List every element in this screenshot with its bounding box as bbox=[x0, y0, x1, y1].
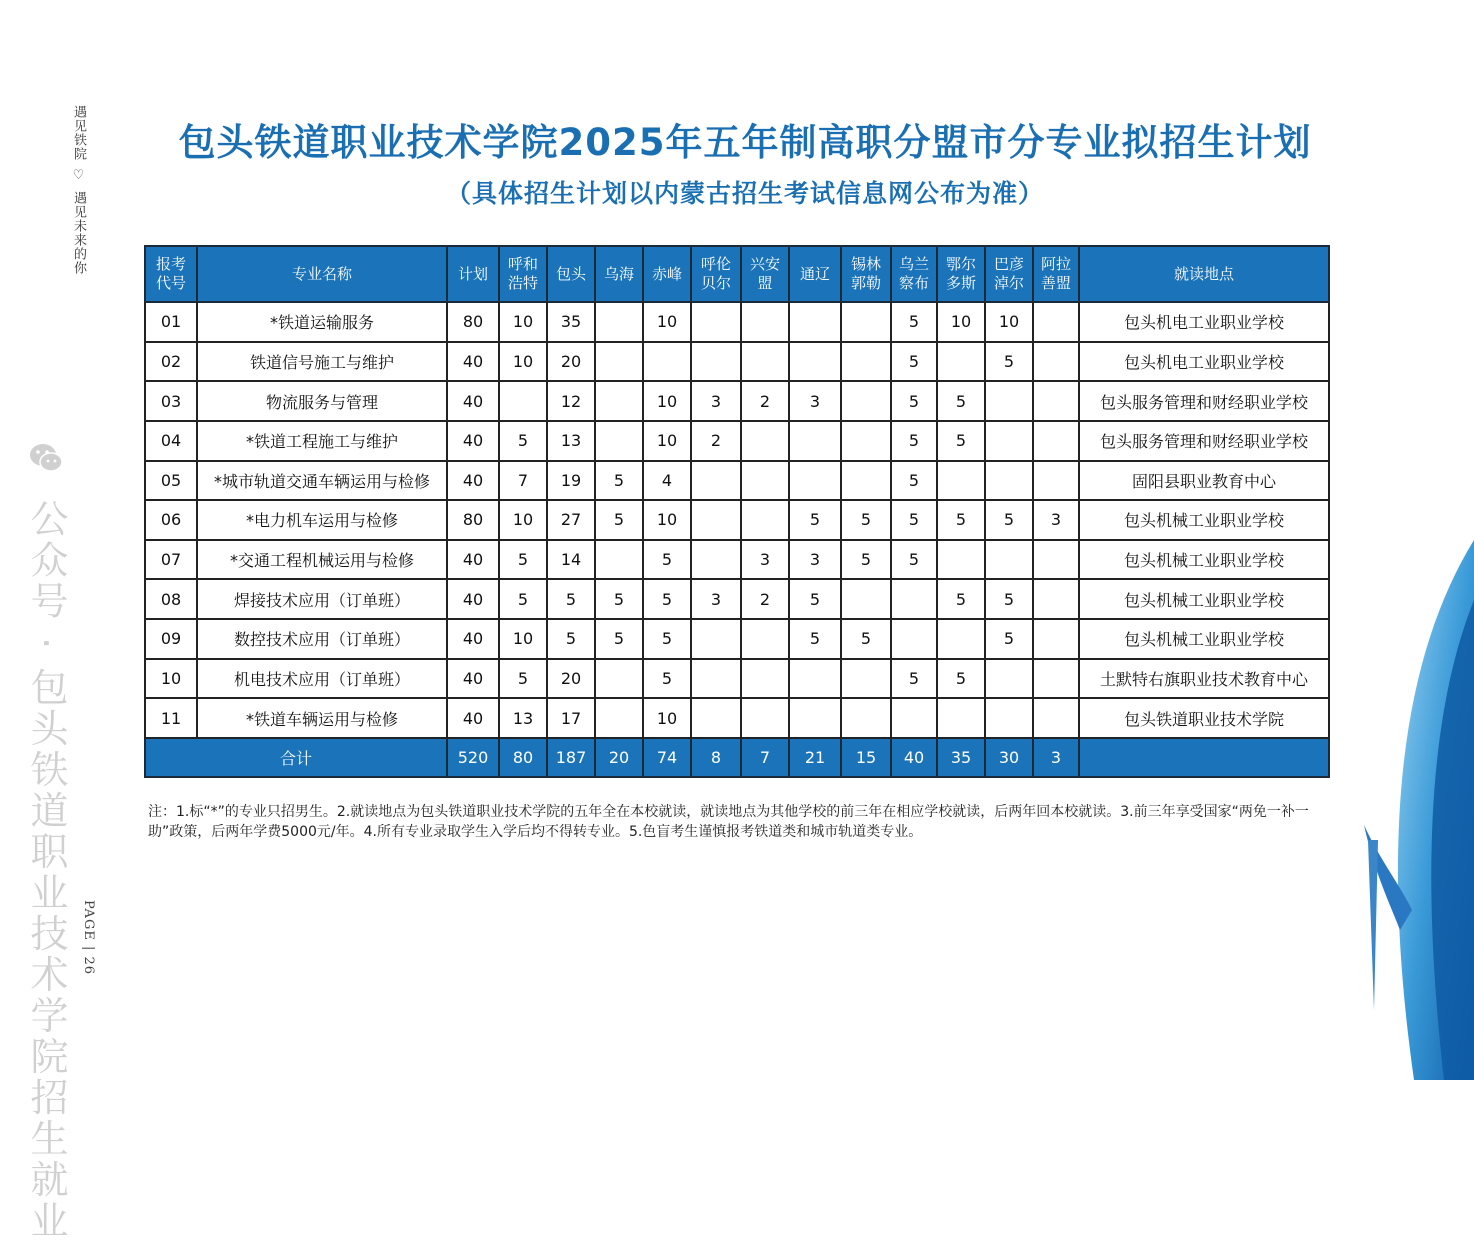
cell-plan: 80 bbox=[447, 302, 499, 342]
cell-xinganmeng bbox=[741, 342, 789, 382]
cell-eerduosi: 5 bbox=[937, 421, 985, 461]
cell-wulanchabu bbox=[891, 579, 937, 619]
cell-baotou: 27 bbox=[547, 500, 595, 540]
cell-chifeng: 5 bbox=[643, 659, 691, 699]
slogan-part-2: 遇见未来的你 bbox=[71, 191, 86, 276]
cell-plan: 40 bbox=[447, 579, 499, 619]
cell-plan: 40 bbox=[447, 421, 499, 461]
cell-baotou: 19 bbox=[547, 461, 595, 501]
cell-wuhai: 5 bbox=[595, 619, 643, 659]
side-slogan bbox=[58, 105, 88, 305]
cell-wuhai: 5 bbox=[595, 461, 643, 501]
cell-chifeng: 10 bbox=[643, 500, 691, 540]
cell-tongliao bbox=[789, 421, 841, 461]
cell-hulunbeier: 3 bbox=[691, 579, 741, 619]
cell-eerduosi: 5 bbox=[937, 659, 985, 699]
cell-alashan bbox=[1033, 659, 1079, 699]
cell-major: 数控技术应用（订单班） bbox=[197, 619, 447, 659]
cell-tongliao bbox=[789, 302, 841, 342]
total-cell: 3 bbox=[1033, 738, 1079, 777]
cell-major: *铁道车辆运用与检修 bbox=[197, 698, 447, 738]
cell-location: 土默特右旗职业技术教育中心 bbox=[1079, 659, 1329, 699]
total-cell: 520 bbox=[447, 738, 499, 777]
cell-wuhai bbox=[595, 381, 643, 421]
cell-huhehaote: 10 bbox=[499, 342, 547, 382]
cell-location: 包头机电工业职业学校 bbox=[1079, 302, 1329, 342]
header-bayannaoer: 巴彦 淖尔 bbox=[985, 246, 1033, 302]
cell-eerduosi bbox=[937, 342, 985, 382]
cell-xinganmeng bbox=[741, 302, 789, 342]
cell-code: 07 bbox=[145, 540, 197, 580]
footnote: 注：1.标“*”的专业只招男生。2.就读地点为包头铁道职业技术学院的五年全在本校就读，就读地点为其他学校的前三年在相应学校就读，后两年回本校就读。3.前三年享受国家“两免一补一助”政策，后两年学费5000元/年。4.所有专业录取学生入学后均不得转专业。5.色盲考生谨慎报考铁道类和城市轨道类专业。 bbox=[148, 804, 1309, 840]
cell-wuhai: 5 bbox=[595, 500, 643, 540]
cell-bayannaoer bbox=[985, 659, 1033, 699]
cell-tongliao bbox=[789, 342, 841, 382]
cell-xilinguole bbox=[841, 461, 891, 501]
cell-major: *交通工程机械运用与检修 bbox=[197, 540, 447, 580]
cell-baotou: 5 bbox=[547, 579, 595, 619]
cell-hulunbeier bbox=[691, 302, 741, 342]
table-row bbox=[145, 579, 1329, 619]
cell-huhehaote: 13 bbox=[499, 698, 547, 738]
cell-xilinguole bbox=[841, 659, 891, 699]
header-eerduosi: 鄂尔 多斯 bbox=[937, 246, 985, 302]
cell-alashan bbox=[1033, 302, 1079, 342]
cell-wuhai bbox=[595, 302, 643, 342]
cell-plan: 40 bbox=[447, 540, 499, 580]
cell-huhehaote: 10 bbox=[499, 619, 547, 659]
cell-code: 06 bbox=[145, 500, 197, 540]
header-major: 专业名称 bbox=[197, 246, 447, 302]
cell-baotou: 20 bbox=[547, 659, 595, 699]
cell-tongliao bbox=[789, 698, 841, 738]
cell-plan: 40 bbox=[447, 659, 499, 699]
cell-xinganmeng bbox=[741, 461, 789, 501]
cell-hulunbeier bbox=[691, 540, 741, 580]
cell-wulanchabu: 5 bbox=[891, 500, 937, 540]
cell-code: 02 bbox=[145, 342, 197, 382]
table-header-row bbox=[145, 246, 1329, 302]
cell-bayannaoer bbox=[985, 421, 1033, 461]
cell-tongliao bbox=[789, 659, 841, 699]
cell-chifeng: 10 bbox=[643, 302, 691, 342]
header-xinganmeng: 兴安 盟 bbox=[741, 246, 789, 302]
cell-chifeng: 10 bbox=[643, 421, 691, 461]
cell-xilinguole bbox=[841, 421, 891, 461]
cell-plan: 40 bbox=[447, 461, 499, 501]
cell-hulunbeier bbox=[691, 500, 741, 540]
total-cell: 80 bbox=[499, 738, 547, 777]
cell-major: *铁道运输服务 bbox=[197, 302, 447, 342]
cell-eerduosi bbox=[937, 540, 985, 580]
cell-huhehaote: 7 bbox=[499, 461, 547, 501]
header-huhehaote: 呼和 浩特 bbox=[499, 246, 547, 302]
cell-eerduosi: 5 bbox=[937, 381, 985, 421]
total-cell: 7 bbox=[741, 738, 789, 777]
cell-wulanchabu: 5 bbox=[891, 342, 937, 382]
cell-plan: 40 bbox=[447, 619, 499, 659]
cell-location: 包头服务管理和财经职业学校 bbox=[1079, 421, 1329, 461]
cell-hulunbeier bbox=[691, 698, 741, 738]
table-row bbox=[145, 302, 1329, 342]
header-wulanchabu: 乌兰 察布 bbox=[891, 246, 937, 302]
cell-wulanchabu: 5 bbox=[891, 421, 937, 461]
total-cell: 187 bbox=[547, 738, 595, 777]
table-row bbox=[145, 619, 1329, 659]
cell-baotou: 14 bbox=[547, 540, 595, 580]
cell-eerduosi bbox=[937, 619, 985, 659]
cell-bayannaoer bbox=[985, 381, 1033, 421]
cell-xinganmeng: 2 bbox=[741, 381, 789, 421]
cell-xilinguole: 5 bbox=[841, 500, 891, 540]
cell-hulunbeier bbox=[691, 461, 741, 501]
total-cell: 40 bbox=[891, 738, 937, 777]
heart-icon: ♡ bbox=[71, 168, 86, 185]
cell-bayannaoer: 5 bbox=[985, 500, 1033, 540]
header-chifeng: 赤峰 bbox=[643, 246, 691, 302]
total-cell: 15 bbox=[841, 738, 891, 777]
cell-xilinguole bbox=[841, 302, 891, 342]
cell-code: 08 bbox=[145, 579, 197, 619]
cell-major: *铁道工程施工与维护 bbox=[197, 421, 447, 461]
cell-bayannaoer: 5 bbox=[985, 579, 1033, 619]
slogan-part-1: 遇见铁院 bbox=[71, 105, 86, 161]
cell-eerduosi: 10 bbox=[937, 302, 985, 342]
cell-plan: 40 bbox=[447, 342, 499, 382]
cell-tongliao: 5 bbox=[789, 619, 841, 659]
cell-wuhai: 5 bbox=[595, 579, 643, 619]
cell-xinganmeng bbox=[741, 421, 789, 461]
total-cell: 35 bbox=[937, 738, 985, 777]
page-number: PAGE | 26 bbox=[81, 900, 96, 976]
table-row bbox=[145, 659, 1329, 699]
cell-wulanchabu bbox=[891, 698, 937, 738]
cell-huhehaote: 5 bbox=[499, 659, 547, 699]
table-row bbox=[145, 381, 1329, 421]
cell-wuhai bbox=[595, 540, 643, 580]
total-cell: 21 bbox=[789, 738, 841, 777]
total-cell: 30 bbox=[985, 738, 1033, 777]
total-cell: 20 bbox=[595, 738, 643, 777]
cell-location: 固阳县职业教育中心 bbox=[1079, 461, 1329, 501]
header-location: 就读地点 bbox=[1079, 246, 1329, 302]
watermark-text: 公众号 · 包头铁道职业技术学院招生就业 bbox=[24, 499, 68, 1241]
cell-bayannaoer bbox=[985, 698, 1033, 738]
cell-eerduosi: 5 bbox=[937, 579, 985, 619]
cell-code: 05 bbox=[145, 461, 197, 501]
cell-code: 04 bbox=[145, 421, 197, 461]
cell-xilinguole bbox=[841, 579, 891, 619]
cell-huhehaote: 5 bbox=[499, 540, 547, 580]
cell-wulanchabu: 5 bbox=[891, 302, 937, 342]
cell-chifeng: 10 bbox=[643, 698, 691, 738]
cell-tongliao: 3 bbox=[789, 381, 841, 421]
cell-hulunbeier: 3 bbox=[691, 381, 741, 421]
cell-wuhai bbox=[595, 698, 643, 738]
cell-baotou: 5 bbox=[547, 619, 595, 659]
cell-wulanchabu bbox=[891, 619, 937, 659]
cell-major: 焊接技术应用（订单班） bbox=[197, 579, 447, 619]
table-row bbox=[145, 500, 1329, 540]
cell-bayannaoer: 5 bbox=[985, 619, 1033, 659]
cell-tongliao: 5 bbox=[789, 579, 841, 619]
cell-xinganmeng bbox=[741, 698, 789, 738]
cell-xilinguole bbox=[841, 381, 891, 421]
cell-baotou: 35 bbox=[547, 302, 595, 342]
cell-tongliao bbox=[789, 461, 841, 501]
cell-wulanchabu: 5 bbox=[891, 461, 937, 501]
total-cell bbox=[1079, 738, 1329, 777]
header-hulunbeier: 呼伦 贝尔 bbox=[691, 246, 741, 302]
cell-wuhai bbox=[595, 342, 643, 382]
watermark bbox=[14, 440, 74, 1241]
cell-code: 03 bbox=[145, 381, 197, 421]
cell-chifeng: 5 bbox=[643, 579, 691, 619]
cell-xinganmeng bbox=[741, 500, 789, 540]
cell-major: *城市轨道交通车辆运用与检修 bbox=[197, 461, 447, 501]
page-subtitle: （具体招生计划以内蒙古招生考试信息网公布为准） bbox=[445, 179, 1044, 208]
cell-alashan bbox=[1033, 381, 1079, 421]
cell-xilinguole bbox=[841, 698, 891, 738]
table-row bbox=[145, 698, 1329, 738]
cell-hulunbeier bbox=[691, 619, 741, 659]
table-total-row bbox=[145, 738, 1329, 777]
cell-xinganmeng: 3 bbox=[741, 540, 789, 580]
cell-alashan bbox=[1033, 342, 1079, 382]
page-title: 包头铁道职业技术学院2025年五年制高职分盟市分专业拟招生计划 bbox=[178, 121, 1312, 164]
decorative-wave-graphic bbox=[1340, 540, 1474, 1080]
cell-location: 包头服务管理和财经职业学校 bbox=[1079, 381, 1329, 421]
cell-chifeng: 5 bbox=[643, 619, 691, 659]
cell-huhehaote: 10 bbox=[499, 302, 547, 342]
cell-alashan bbox=[1033, 619, 1079, 659]
cell-location: 包头机械工业职业学校 bbox=[1079, 540, 1329, 580]
cell-xilinguole: 5 bbox=[841, 619, 891, 659]
cell-alashan bbox=[1033, 540, 1079, 580]
header-xilinguole: 锡林 郭勒 bbox=[841, 246, 891, 302]
cell-eerduosi: 5 bbox=[937, 500, 985, 540]
cell-hulunbeier: 2 bbox=[691, 421, 741, 461]
total-label: 合计 bbox=[145, 738, 447, 777]
total-cell: 74 bbox=[643, 738, 691, 777]
header-baotou: 包头 bbox=[547, 246, 595, 302]
cell-wulanchabu: 5 bbox=[891, 540, 937, 580]
cell-location: 包头机电工业职业学校 bbox=[1079, 342, 1329, 382]
header-plan: 计划 bbox=[447, 246, 499, 302]
cell-baotou: 17 bbox=[547, 698, 595, 738]
cell-location: 包头铁道职业技术学院 bbox=[1079, 698, 1329, 738]
wechat-icon bbox=[28, 440, 64, 476]
cell-alashan bbox=[1033, 461, 1079, 501]
cell-eerduosi bbox=[937, 698, 985, 738]
header-code: 报考 代号 bbox=[145, 246, 197, 302]
header-alashan: 阿拉 善盟 bbox=[1033, 246, 1079, 302]
cell-tongliao: 5 bbox=[789, 500, 841, 540]
table-row bbox=[145, 461, 1329, 501]
cell-chifeng: 5 bbox=[643, 540, 691, 580]
cell-wulanchabu: 5 bbox=[891, 381, 937, 421]
cell-tongliao: 3 bbox=[789, 540, 841, 580]
cell-wulanchabu: 5 bbox=[891, 659, 937, 699]
cell-wuhai bbox=[595, 421, 643, 461]
cell-plan: 40 bbox=[447, 381, 499, 421]
cell-bayannaoer: 10 bbox=[985, 302, 1033, 342]
cell-chifeng bbox=[643, 342, 691, 382]
cell-xilinguole: 5 bbox=[841, 540, 891, 580]
cell-major: 物流服务与管理 bbox=[197, 381, 447, 421]
cell-plan: 40 bbox=[447, 698, 499, 738]
cell-eerduosi bbox=[937, 461, 985, 501]
cell-xinganmeng bbox=[741, 619, 789, 659]
table-row bbox=[145, 342, 1329, 382]
cell-alashan: 3 bbox=[1033, 500, 1079, 540]
cell-location: 包头机械工业职业学校 bbox=[1079, 619, 1329, 659]
cell-chifeng: 4 bbox=[643, 461, 691, 501]
cell-xinganmeng bbox=[741, 659, 789, 699]
cell-bayannaoer bbox=[985, 540, 1033, 580]
cell-location: 包头机械工业职业学校 bbox=[1079, 500, 1329, 540]
cell-hulunbeier bbox=[691, 342, 741, 382]
cell-major: 铁道信号施工与维护 bbox=[197, 342, 447, 382]
cell-bayannaoer: 5 bbox=[985, 342, 1033, 382]
cell-major: *电力机车运用与检修 bbox=[197, 500, 447, 540]
cell-chifeng: 10 bbox=[643, 381, 691, 421]
cell-baotou: 20 bbox=[547, 342, 595, 382]
cell-alashan bbox=[1033, 579, 1079, 619]
cell-major: 机电技术应用（订单班） bbox=[197, 659, 447, 699]
cell-plan: 80 bbox=[447, 500, 499, 540]
cell-code: 11 bbox=[145, 698, 197, 738]
cell-xilinguole bbox=[841, 342, 891, 382]
table-row bbox=[145, 540, 1329, 580]
header-tongliao: 通辽 bbox=[789, 246, 841, 302]
header-wuhai: 乌海 bbox=[595, 246, 643, 302]
table-row bbox=[145, 421, 1329, 461]
cell-huhehaote: 5 bbox=[499, 421, 547, 461]
cell-alashan bbox=[1033, 698, 1079, 738]
cell-code: 01 bbox=[145, 302, 197, 342]
cell-code: 09 bbox=[145, 619, 197, 659]
cell-bayannaoer bbox=[985, 461, 1033, 501]
cell-huhehaote: 5 bbox=[499, 579, 547, 619]
total-cell: 8 bbox=[691, 738, 741, 777]
cell-huhehaote: 10 bbox=[499, 500, 547, 540]
cell-alashan bbox=[1033, 421, 1079, 461]
cell-location: 包头机械工业职业学校 bbox=[1079, 579, 1329, 619]
cell-baotou: 13 bbox=[547, 421, 595, 461]
cell-code: 10 bbox=[145, 659, 197, 699]
enrollment-plan-table bbox=[144, 245, 1330, 778]
cell-baotou: 12 bbox=[547, 381, 595, 421]
cell-huhehaote bbox=[499, 381, 547, 421]
cell-hulunbeier bbox=[691, 659, 741, 699]
cell-xinganmeng: 2 bbox=[741, 579, 789, 619]
cell-wuhai bbox=[595, 659, 643, 699]
